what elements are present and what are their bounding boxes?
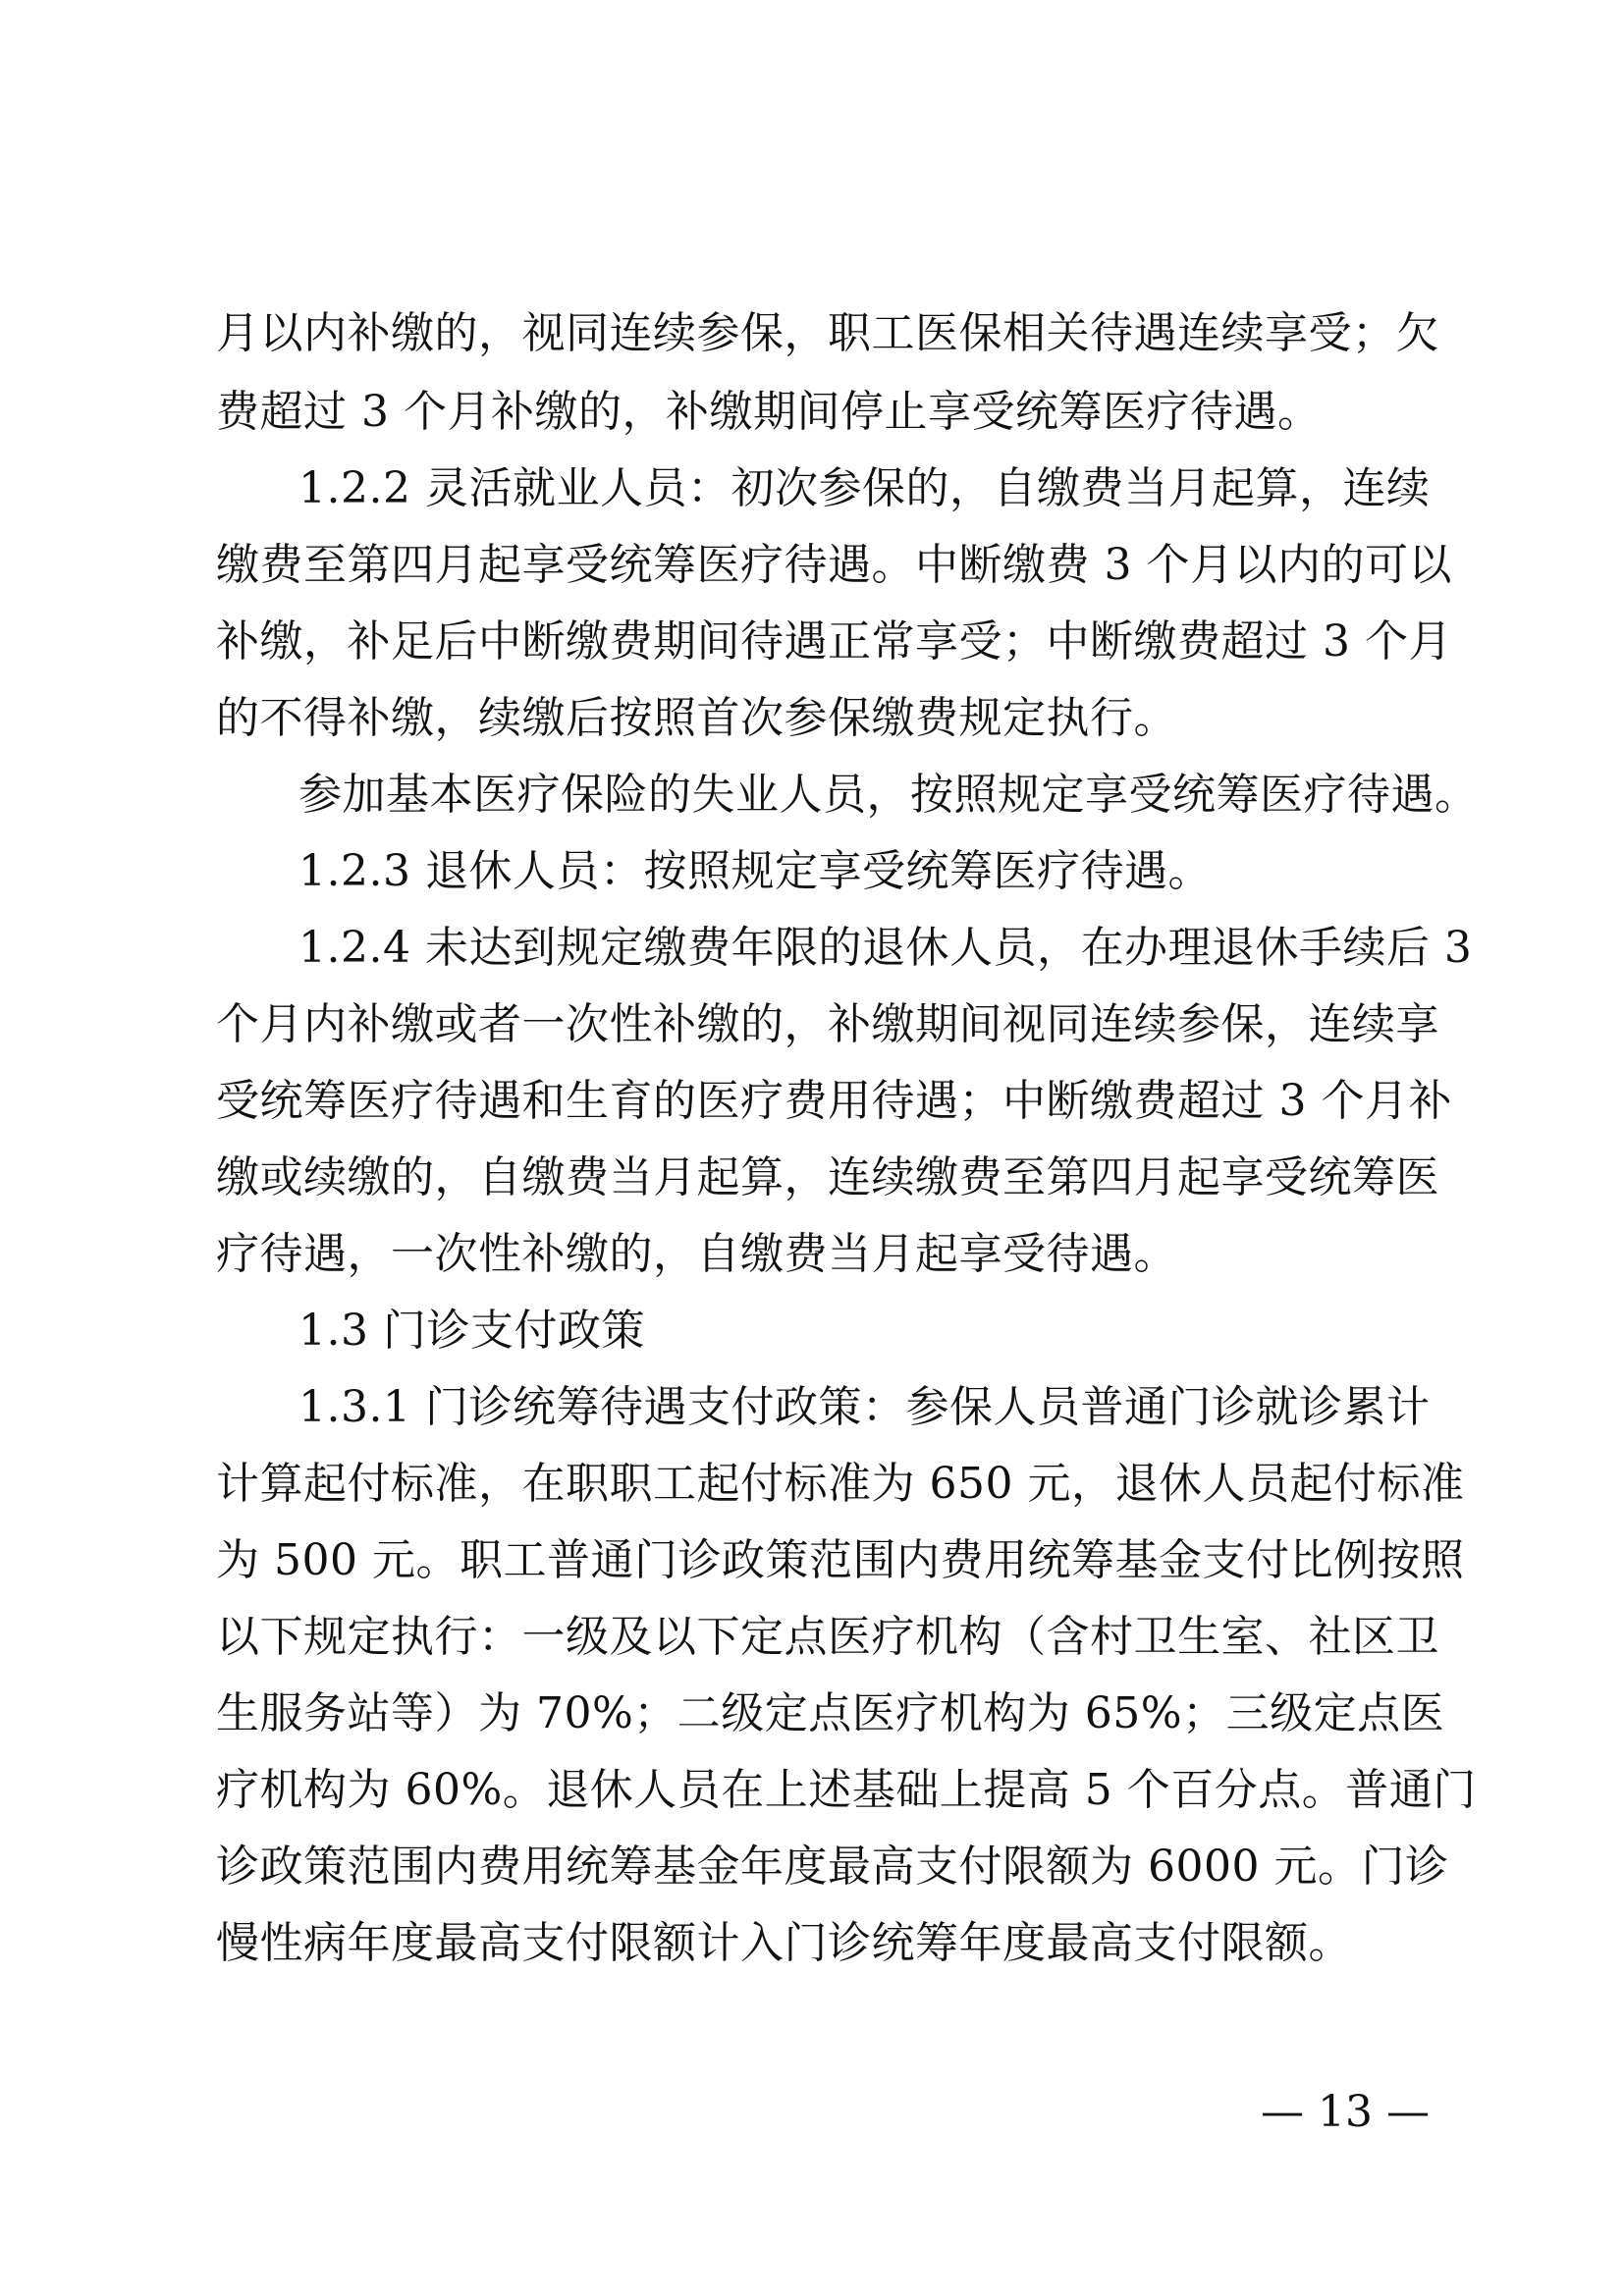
- body-text-line: 1.3.1 门诊统筹待遇支付政策：参保人员普通门诊就诊累计: [298, 1382, 1431, 1432]
- body-text-line: 补缴，补足后中断缴费期间待遇正常享受；中断缴费超过 3 个月: [216, 616, 1452, 667]
- body-text-line: 费超过 3 个月补缴的，补缴期间停止享受统筹医疗待遇。: [216, 387, 1322, 437]
- body-text-line: 个月内补缴或者一次性补缴的，补缴期间视同连续参保，连续享: [216, 999, 1439, 1049]
- body-text-line: 诊政策范围内费用统筹基金年度最高支付限额为 6000 元。门诊: [216, 1842, 1449, 1892]
- page-number: — 13 —: [1261, 2087, 1430, 2137]
- body-text-line: 以下规定执行：一级及以下定点医疗机构（含村卫生室、社区卫: [216, 1612, 1439, 1662]
- body-text-line: 月以内补缴的，视同连续参保，职工医保相关待遇连续享受；欠: [216, 308, 1439, 358]
- body-text-line: 参加基本医疗保险的失业人员，按照规定享受统筹医疗待遇。: [298, 770, 1479, 820]
- body-text-line: 计算起付标准，在职职工起付标准为 650 元，退休人员起付标准: [216, 1459, 1465, 1509]
- body-text-line: 受统筹医疗待遇和生育的医疗费用待遇；中断缴费超过 3 个月补: [216, 1076, 1452, 1126]
- body-text-line: 疗机构为 60%。退休人员在上述基础上提高 5 个百分点。普通门: [216, 1765, 1477, 1815]
- body-text-line: 生服务站等）为 70%；二级定点医疗机构为 65%；三级定点医: [216, 1688, 1445, 1738]
- body-text-line: 缴费至第四月起享受统筹医疗待遇。中断缴费 3 个月以内的可以: [216, 540, 1452, 590]
- body-text-line: 缴或续缴的，自缴费当月起算，连续缴费至第四月起享受统筹医: [216, 1152, 1439, 1202]
- body-text-line: 1.2.2 灵活就业人员：初次参保的，自缴费当月起算，连续: [298, 463, 1431, 513]
- body-text-line: 疗待遇，一次性补缴的，自缴费当月起享受待遇。: [216, 1229, 1177, 1279]
- body-text-line: 1.2.4 未达到规定缴费年限的退休人员，在办理退休手续后 3: [298, 923, 1473, 973]
- body-text-line: 为 500 元。职工普通门诊政策范围内费用统筹基金支付比例按照: [216, 1535, 1465, 1585]
- body-text-line: 的不得补缴，续缴后按照首次参保缴费规定执行。: [216, 693, 1177, 743]
- body-text-line: 慢性病年度最高支付限额计入门诊统筹年度最高支付限额。: [216, 1918, 1352, 1968]
- body-text-line: 1.2.3 退休人员：按照规定享受统筹医疗待遇。: [298, 846, 1212, 896]
- section-heading: 1.3 门诊支付政策: [298, 1306, 645, 1356]
